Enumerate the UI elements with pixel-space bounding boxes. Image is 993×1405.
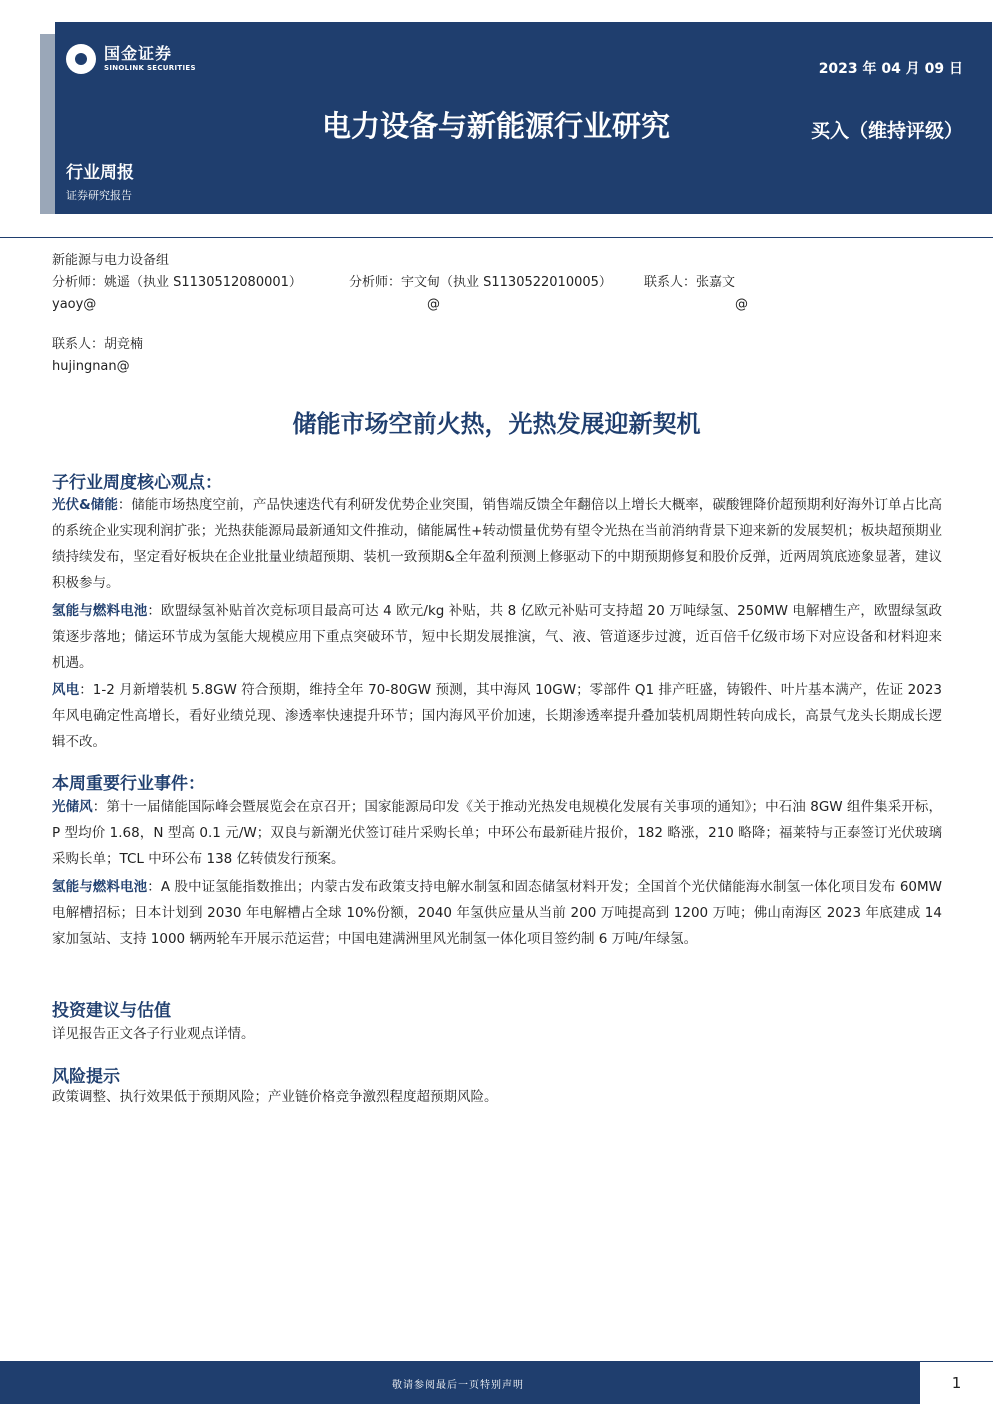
paragraph-wind <box>52 677 942 755</box>
analyst-2-email[interactable]: @ <box>427 297 440 312</box>
label-hydrogen: 氢能与燃料电池 <box>52 603 148 619</box>
report-title: 电力设备与新能源行业研究 <box>322 109 671 143</box>
logo-mark-icon <box>66 44 96 74</box>
analyst-2: 分析师：宇文甸（执业 S1130522010005） <box>349 275 612 290</box>
paragraph-event-pv <box>52 794 942 872</box>
paragraph-pv-storage <box>52 492 942 596</box>
contact-1: 联系人：张嘉文 <box>644 275 736 290</box>
logo-cn: 国金证券 <box>104 44 173 63</box>
contact-1-email[interactable]: @ <box>735 297 748 312</box>
label-pv-storage: 光伏&储能 <box>52 497 118 513</box>
label-event-pv: 光储风 <box>52 799 93 815</box>
rating-badge: 买入（维持评级） <box>810 120 963 142</box>
investment-text: 详见报告正文各子行业观点详情。 <box>52 1026 255 1042</box>
contact-2-email[interactable]: hujingnan@ <box>52 359 130 374</box>
report-date: 2023 年 04 月 09 日 <box>818 61 963 77</box>
text-event-pv: ：第十一届储能国际峰会暨展览会在京召开；国家能源局印发《关于推动光热发电规模化发展有关事项的通知》；中石油 8GW 组件集采开标，P 型均价 1.68，N 型高 0.1 元/W；双良与新潮光伏签订硅片采购长单；中环公布最新硅片报价，182 略涨，210 略降；福莱特与正泰签订光伏玻璃采购长单；TCL 中环公布 138 亿转债发行预案。 <box>52 799 942 867</box>
report-type: 行业周报 <box>66 163 134 183</box>
page-number: 1 <box>951 1374 962 1392</box>
team-name: 新能源与电力设备组 <box>52 253 170 268</box>
section-investment-title: 投资建议与估值 <box>52 1001 171 1021</box>
text-wind: ：1-2 月新增装机 5.8GW 符合预期，维持全年 70-80GW 预测，其中海风 10GW；零部件 Q1 排产旺盛，铸锻件、叶片基本满产，佐证 2023 年风电确定性高增长，看好业绩兑现、渗透率快速提升环节；国内海风平价加速，长期渗透率提升叠加装机周期性转向成长，高景气龙头长期成长逻辑不改。 <box>52 682 943 750</box>
text-event-hydrogen: ：A 股中证氢能指数推出；内蒙古发布政策支持电解水制氢和固态储氢材料开发；全国首个光伏储能海水制氢一体化项目发布 60MW 电解槽招标；日本计划到 2030 年电解槽占全球 10%份额，2040 年氢供应量从当前 200 万吨提高到 1200 万吨；佛山南海区 2023 年底建成 14 家加氢站、支持 1000 辆两轮车开展示范运营；中国电建满洲里风光制氢一体化项目签约制 6 万吨/年绿氢。 <box>52 879 943 947</box>
label-wind: 风电 <box>52 682 80 698</box>
analyst-1: 分析师：姚遥（执业 S1130512080001） <box>52 275 302 290</box>
report-subtitle: 证券研究报告 <box>66 189 132 202</box>
text-hydrogen: ：欧盟绿氢补贴首次竞标项目最高可达 4 欧元/kg 补贴，共 8 亿欧元补贴可支持超 20 万吨绿氢、250MW 电解槽生产，欧盟绿氢政策逐步落地；储运环节成为氢能大规模应用下重点突破环节，短中长期发展推演，气、液、管道逐步过渡，近百倍千亿级市场下对应设备和材料迎来机遇。 <box>52 603 943 671</box>
paragraph-hydrogen <box>52 598 942 676</box>
paragraph-event-hydrogen <box>52 874 942 952</box>
risk-text: 政策调整、执行效果低于预期风险；产业链价格竞争激烈程度超预期风险。 <box>52 1089 498 1105</box>
footer-disclaimer: 敬请参阅最后一页特别声明 <box>392 1380 524 1391</box>
label-event-hydrogen: 氢能与燃料电池 <box>52 879 148 895</box>
section-events-title: 本周重要行业事件： <box>52 774 205 794</box>
section-risk-title: 风险提示 <box>52 1067 120 1087</box>
analyst-1-email[interactable]: yaoy@ <box>52 297 97 312</box>
section-core-views-title: 子行业周度核心观点： <box>52 473 222 493</box>
text-pv-storage: ：储能市场热度空前，产品快速迭代有利研发优势企业突围，销售端反馈全年翻倍以上增长大概率，碳酸锂降价超预期利好海外订单占比高的系统企业实现利润扩张；光热获能源局最新通知文件推动，储能属性+转动惯量优势有望令光热在当前消纳背景下迎来新的发展契机；板块超预期业绩持续发布，坚定看好板块在企业批量业绩超预期、装机一致预期&全年盈利预测上修驱动下的中期预期修复和股价反弹，近两周筑底迹象显著，建议积极参与。 <box>52 497 942 591</box>
company-logo <box>66 44 196 74</box>
contact-2: 联系人：胡竞楠 <box>52 337 144 352</box>
report-headline: 储能市场空前火热，光热发展迎新契机 <box>292 410 701 438</box>
logo-en: SINOLINK SECURITIES <box>104 64 196 72</box>
logo-text <box>104 45 196 73</box>
header-divider <box>0 237 993 238</box>
